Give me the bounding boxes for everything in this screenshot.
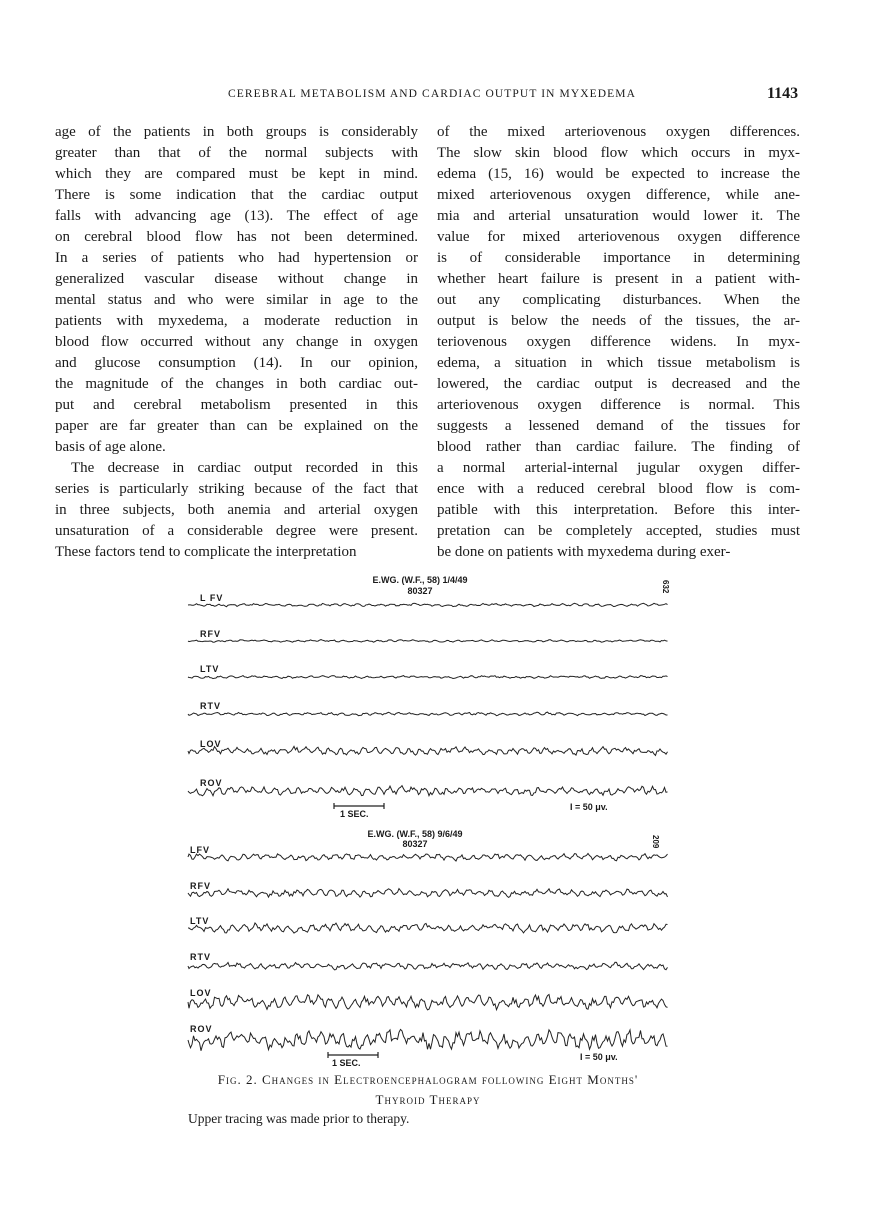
text-line: basis of age alone.: [55, 439, 166, 455]
channel-label: LTV: [200, 664, 220, 674]
running-title: CEREBRAL METABOLISM AND CARDIAC OUTPUT IN MYXEDEMA: [228, 88, 637, 100]
eeg-trace-after-rov: [188, 1029, 668, 1050]
figure-note: Upper tracing was made prior to therapy.: [188, 1111, 410, 1126]
text-line: pretation can be completely accepted, studies must: [437, 523, 800, 539]
text-line: a normal arterial-internal jugular oxygen differ-: [437, 460, 800, 476]
text-line: ence with a reduced cerebral blood flow is com-: [437, 481, 800, 497]
text-line: The slow skin blood flow which occurs in myx-: [437, 145, 800, 161]
channel-label: LOV: [200, 739, 222, 749]
text-line: age of the patients in both groups is considerably: [55, 124, 418, 140]
text-line: mental status and who were similar in age to the: [55, 292, 418, 308]
text-line: patible with this interpretation. Before this inter-: [437, 502, 800, 518]
channel-label: RTV: [190, 952, 211, 962]
panel2-time-scale: 1 SEC.: [332, 1058, 361, 1068]
channel-label: RTV: [200, 701, 221, 711]
figure-caption-line2: Thyroid Therapy: [375, 1092, 481, 1107]
panel2-amp-scale: I = 50 μv.: [580, 1052, 618, 1062]
panel1-amp-scale: I = 50 μv.: [570, 802, 608, 812]
text-line: arteriovenous oxygen difference is normal. This: [437, 397, 800, 413]
text-line: generalized vascular disease without change in: [55, 271, 418, 287]
text-line: edema (15, 16) would be expected to increase the: [437, 166, 800, 182]
panel2-title: E.WG. (W.F., 58) 9/6/49: [367, 829, 463, 839]
text-line: blood flow occurred without any change in oxygen: [55, 334, 418, 350]
panel1-side-mark: 632: [661, 580, 670, 594]
panel1-title: E.WG. (W.F., 58) 1/4/49: [372, 575, 468, 585]
text-line: put and cerebral metabolism presented in this: [55, 397, 418, 413]
page-number: 1143: [767, 85, 799, 102]
panel2-side-mark: 209: [651, 835, 660, 849]
channel-label: LFV: [190, 845, 210, 855]
eeg-trace-after-lov: [188, 995, 668, 1010]
text-line: value for mixed arteriovenous oxygen difference: [437, 229, 800, 245]
text-line: the magnitude of the changes in both cardiac out-: [55, 376, 418, 392]
eeg-trace-before-lov: [188, 746, 668, 755]
text-line: mixed arteriovenous oxygen difference, while ane-: [437, 187, 800, 203]
eeg-trace-after-lfv: [188, 854, 668, 862]
text-line: There is some indication that the cardiac output: [55, 187, 418, 203]
text-line: unsaturation of a considerable degree were present.: [55, 523, 418, 539]
channel-label: L FV: [200, 593, 224, 603]
text-line: greater than that of the normal subjects with: [55, 145, 418, 161]
panel1-record: 80327: [407, 586, 433, 596]
text-line: out any complicating disturbances. When the: [437, 292, 800, 308]
text-line: teriovenous oxygen difference widens. In myx-: [437, 334, 800, 350]
text-line: is of considerable importance in determining: [437, 250, 800, 266]
panel1-time-scale: 1 SEC.: [340, 809, 369, 819]
text-line: patients with myxedema, a moderate reduction in: [55, 313, 418, 329]
text-line: which they are compared must be kept in mind.: [55, 166, 418, 182]
text-line: In a series of patients who had hypertension or: [55, 250, 418, 266]
text-line: These factors tend to complicate the interpretation: [55, 544, 357, 560]
eeg-trace-before-rov: [188, 786, 668, 796]
text-line: series is particularly striking because of the fact that: [55, 481, 418, 497]
text-line: on cerebral blood flow has not been determined.: [55, 229, 418, 245]
text-line: lowered, the cardiac output is decreased and the: [437, 376, 800, 392]
text-line: paper are far greater than can be explained on the: [55, 418, 418, 434]
panel2-record: 80327: [402, 839, 428, 849]
channel-label: ROV: [190, 1024, 213, 1034]
channel-label: LTV: [190, 916, 210, 926]
text-line: falls with advancing age (13). The effect of age: [55, 208, 418, 224]
channel-label: LOV: [190, 988, 212, 998]
text-line: be done on patients with myxedema during exer-: [437, 544, 731, 560]
eeg-trace-after-ltv: [188, 923, 668, 933]
channel-label: ROV: [200, 778, 223, 788]
text-line: blood rather than cardiac failure. The finding of: [437, 439, 800, 455]
eeg-trace-before-rfv: [188, 640, 668, 643]
eeg-trace-before-ltv: [188, 676, 668, 679]
text-line: of the mixed arteriovenous oxygen differences.: [437, 124, 800, 140]
channel-label: RFV: [190, 881, 211, 891]
text-line: mia and arterial unsaturation would lower it. The: [437, 208, 800, 224]
figure-caption-line1: Fig. 2. Changes in Electroencephalogram following Eight Months': [217, 1072, 639, 1087]
text-line: whether heart failure is present in a patient with-: [437, 271, 800, 287]
text-line: output is below the needs of the tissues, the ar-: [437, 313, 800, 329]
eeg-trace-before-rtv: [188, 712, 668, 716]
eeg-trace-after-rfv: [188, 889, 668, 898]
text-line: in three subjects, both anemia and arterial oxygen: [55, 502, 418, 518]
eeg-trace-before-lfv: [188, 603, 668, 606]
text-line: The decrease in cardiac output recorded in this: [71, 460, 418, 476]
text-line: edema, a situation in which tissue metabolism is: [437, 355, 800, 371]
text-line: suggests a lessened demand of the tissues for: [437, 418, 800, 434]
channel-label: RFV: [200, 629, 221, 639]
eeg-trace-after-rtv: [188, 962, 668, 970]
text-line: and glucose consumption (14). In our opinion,: [55, 355, 418, 371]
